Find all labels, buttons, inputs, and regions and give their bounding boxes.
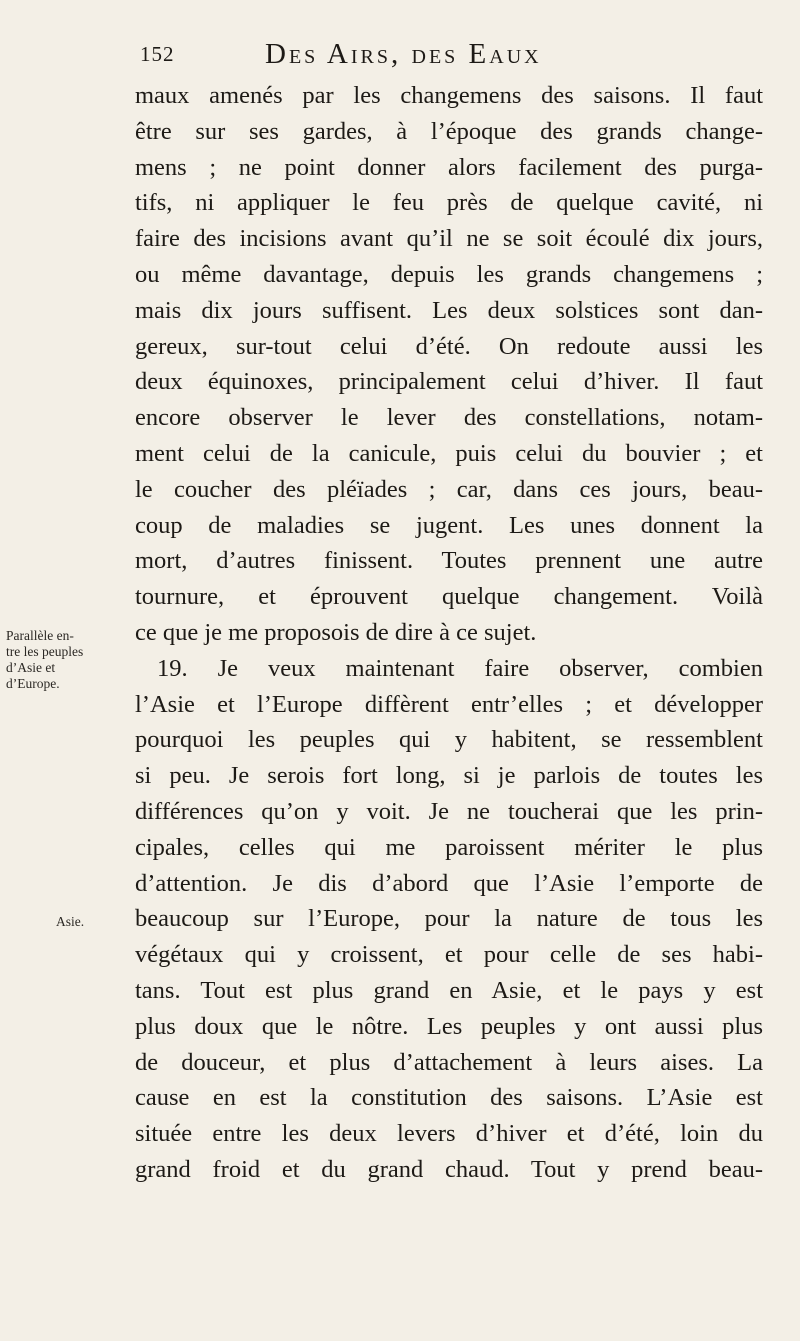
margin-note-line: d’Asie et	[6, 660, 56, 675]
body-text	[135, 78, 763, 1188]
margin-note-line: Parallèle en-	[6, 628, 74, 643]
page-number: 152	[140, 42, 175, 66]
text-line: mort, d’autres finissent. Toutes prennent une autre	[135, 547, 763, 575]
margin-note-parallele	[6, 628, 116, 692]
text-line: plus doux que le nôtre. Les peuples y ont aussi plus	[135, 1012, 763, 1040]
running-title: Des Airs, des Eaux	[265, 38, 542, 70]
text-line: végétaux qui y croissent, et pour celle de ses habi-	[135, 941, 763, 969]
text-line: le coucher des pléïades ; car, dans ces jours, beau-	[135, 475, 763, 503]
paragraph-start-line: 19. Je veux maintenant faire observer, combien	[157, 654, 763, 682]
page-header	[140, 38, 780, 78]
text-line: ment celui de la canicule, puis celui du bouvier ; et	[135, 439, 763, 467]
text-line: différences qu’on y voit. Je ne toucherai que les prin-	[135, 797, 763, 825]
text-line: grand froid et du grand chaud. Tout y prend beau-	[135, 1155, 763, 1183]
text-line: ce que je me proposois de dire à ce sujet.	[135, 618, 537, 646]
margin-note-line: Asie.	[56, 914, 85, 929]
margin-note-line: d’Europe.	[6, 676, 60, 691]
text-line: située entre les deux levers d’hiver et d’été, loin du	[135, 1120, 763, 1148]
text-line: faire des incisions avant qu’il ne se soit écoulé dix jours,	[135, 225, 763, 253]
text-line: tans. Tout est plus grand en Asie, et le pays y est	[135, 976, 763, 1004]
margin-note-line: tre les peuples	[6, 644, 84, 659]
text-line: si peu. Je serois fort long, si je parlois de toutes les	[135, 762, 763, 790]
text-line: maux amenés par les changemens des saisons. Il faut	[135, 82, 763, 109]
text-line: d’attention. Je dis d’abord que l’Asie l’emporte de	[135, 869, 763, 897]
text-line: cipales, celles qui me paroissent mériter le plus	[135, 833, 763, 861]
text-line: être sur ses gardes, à l’époque des grands change-	[135, 117, 763, 145]
text-line: deux équinoxes, principalement celui d’hiver. Il faut	[135, 368, 763, 396]
text-line: l’Asie et l’Europe diffèrent entr’elles ; et développer	[135, 690, 763, 718]
text-line: pourquoi les peuples qui y habitent, se ressemblent	[135, 726, 763, 754]
text-line: mens ; ne point donner alors facilement des purga-	[135, 153, 763, 181]
text-line: mais dix jours suffisent. Les deux solstices sont dan-	[135, 296, 763, 324]
text-line: beaucoup sur l’Europe, pour la nature de tous les	[135, 905, 763, 933]
text-line: tournure, et éprouvent quelque changement. Voilà	[135, 583, 763, 611]
text-line: de douceur, et plus d’attachement à leurs aises. La	[135, 1048, 763, 1076]
text-line: cause en est la constitution des saisons. L’Asie est	[135, 1084, 763, 1112]
text-line: gereux, sur-tout celui d’été. On redoute aussi les	[135, 332, 763, 360]
text-line: coup de maladies se jugent. Les unes donnent la	[135, 511, 763, 539]
text-line: encore observer le lever des constellations, notam-	[135, 404, 763, 432]
text-line: tifs, ni appliquer le feu près de quelque cavité, ni	[135, 189, 763, 217]
text-line: ou même davantage, depuis les grands changemens ;	[135, 260, 763, 288]
